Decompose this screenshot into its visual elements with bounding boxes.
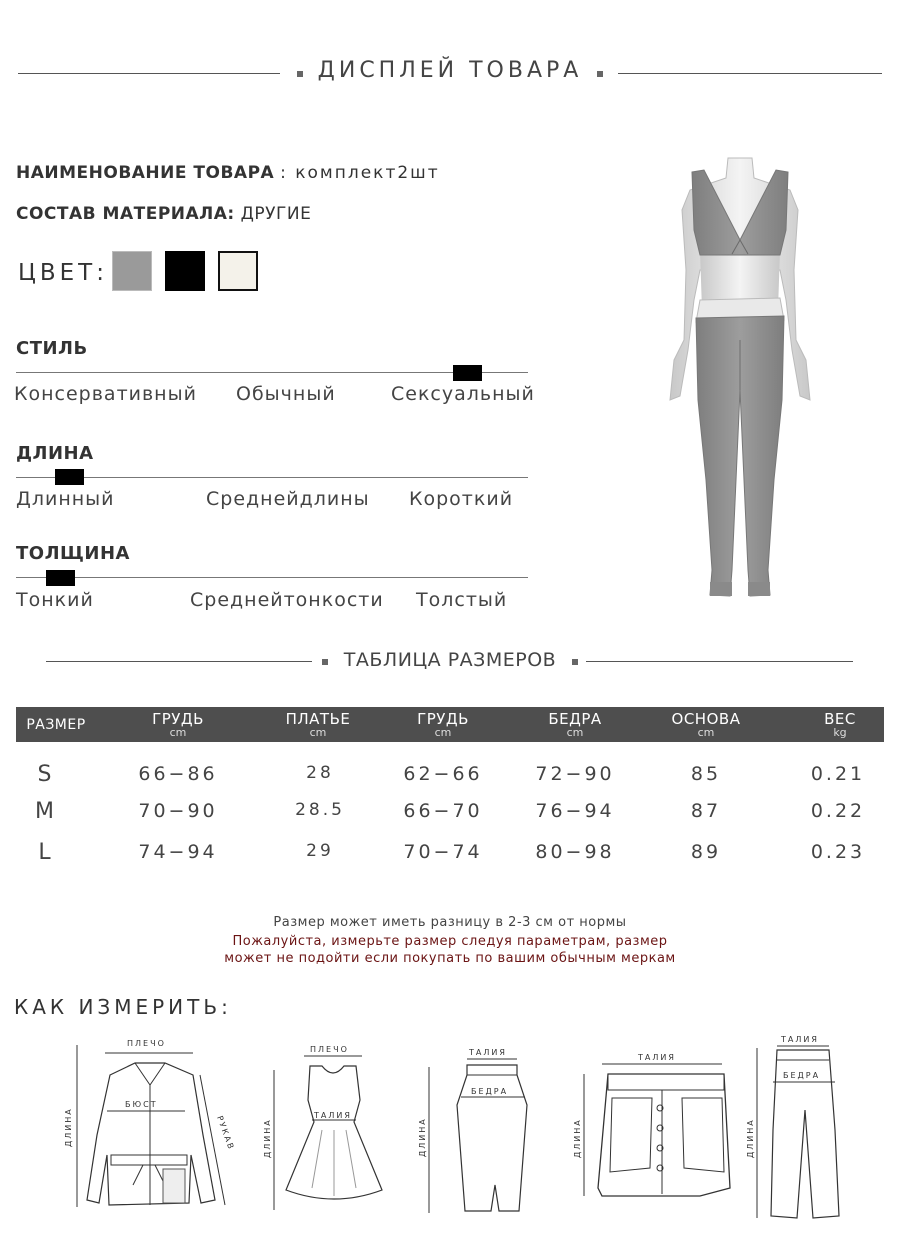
col-size: РАЗМЕР (26, 717, 86, 733)
length-option-short: Короткий (409, 488, 514, 510)
length-heading: ДЛИНА (16, 443, 94, 464)
cell-size: M (35, 799, 57, 824)
skirt-hips-label: БЕДРА (471, 1087, 509, 1096)
cell-dress: 28.5 (295, 800, 345, 820)
col-hips: БЕДРА cm (548, 710, 602, 739)
how-to-measure-title: КАК ИЗМЕРИТЬ: (14, 995, 232, 1019)
color-swatch-gray[interactable] (112, 251, 152, 291)
dress-waist-label: ТАЛИЯ (314, 1111, 352, 1120)
col-dress: ПЛАТЬЕ cm (285, 710, 351, 739)
cell-hips: 72−90 (535, 763, 615, 785)
style-option-sexy: Сексуальный (391, 383, 535, 405)
thickness-heading: ТОЛЩИНА (16, 543, 130, 564)
measure-warning-line1: Пожалуйста, измерьте размер следуя параметрам, размер (232, 934, 668, 949)
cell-chest: 70−90 (138, 800, 218, 822)
jacket-shoulder-label: ПЛЕЧО (127, 1039, 166, 1048)
pants-length-label: ДЛИНА (746, 1118, 755, 1158)
cell-hips: 80−98 (535, 841, 615, 863)
shorts-waist-label: ТАЛИЯ (638, 1053, 676, 1062)
color-swatch-white[interactable] (218, 251, 258, 291)
cell-chest: 66−86 (138, 763, 218, 785)
size-note: Размер может иметь разницу в 2-3 см от нормы (273, 915, 627, 930)
diagram-jacket (55, 1035, 240, 1220)
thickness-marker (46, 570, 75, 586)
pants-waist-label: ТАЛИЯ (781, 1035, 819, 1044)
thickness-track (16, 577, 528, 578)
cell-base: 85 (690, 763, 722, 785)
material-row (16, 204, 311, 224)
cell-chest-2: 62−66 (403, 763, 483, 785)
jacket-sleeve-label: РУКАВ (215, 1114, 237, 1152)
diagram-skirt (415, 1045, 545, 1220)
cell-size: L (38, 840, 54, 865)
cell-weight: 0.23 (810, 841, 866, 863)
length-option-long: Длинный (16, 488, 115, 510)
style-option-conservative: Консервативный (14, 383, 197, 405)
cell-weight: 0.22 (810, 800, 866, 822)
dress-length-label: ДЛИНА (263, 1118, 272, 1158)
style-track (16, 372, 528, 373)
length-track (16, 477, 528, 478)
cell-chest: 74−94 (138, 841, 218, 863)
material-label: СОСТАВ МАТЕРИАЛА: (16, 204, 235, 224)
length-option-medium: Среднейдлины (206, 488, 370, 510)
size-title-rule-right (586, 661, 853, 662)
product-name-value: : комплект2шт (280, 163, 440, 183)
cell-chest-2: 66−70 (403, 800, 483, 822)
cell-size: S (37, 762, 55, 787)
col-chest: ГРУДЬ cm (152, 710, 204, 739)
header-square-right (597, 71, 603, 77)
diagram-dress (262, 1040, 412, 1215)
skirt-length-label: ДЛИНА (418, 1117, 427, 1157)
diagram-pants (745, 1030, 855, 1225)
length-marker (55, 469, 84, 485)
size-title-square-right (572, 659, 578, 665)
cell-base: 89 (690, 841, 722, 863)
product-name-row (16, 163, 440, 183)
col-weight: ВЕС kg (824, 710, 856, 739)
jacket-length-label: ДЛИНА (64, 1107, 73, 1147)
product-name-label: НАИМЕНОВАНИЕ ТОВАРА (16, 163, 275, 183)
cell-dress: 29 (306, 841, 334, 861)
thickness-option-thick: Толстый (416, 589, 508, 611)
style-heading: СТИЛЬ (16, 338, 88, 359)
style-option-regular: Обычный (236, 383, 336, 405)
header-rule-right (618, 73, 882, 74)
color-swatch-black[interactable] (165, 251, 205, 291)
size-table-header (16, 707, 884, 742)
size-table-title: ТАБЛИЦА РАЗМЕРОВ (343, 649, 557, 671)
diagram-shorts (572, 1048, 742, 1203)
dress-shoulder-label: ПЛЕЧО (310, 1045, 349, 1054)
jacket-bust-label: БЮСТ (125, 1100, 158, 1109)
material-value: ДРУГИЕ (240, 204, 312, 224)
cell-dress: 28 (306, 763, 334, 783)
page-title: ДИСПЛЕЙ ТОВАРА (317, 58, 583, 83)
measure-warning-line2: может не подойти если покупать по вашим обычным меркам (224, 951, 676, 966)
col-base: ОСНОВА cm (671, 710, 741, 739)
cell-base: 87 (690, 800, 722, 822)
thickness-option-medium: Среднейтонкости (190, 589, 384, 611)
col-chest-2: ГРУДЬ cm (417, 710, 469, 739)
cell-chest-2: 70−74 (403, 841, 483, 863)
skirt-waist-label: ТАЛИЯ (469, 1048, 507, 1057)
thickness-option-thin: Тонкий (16, 589, 94, 611)
pants-hips-label: БЕДРА (783, 1071, 821, 1080)
cell-hips: 76−94 (535, 800, 615, 822)
product-photo-mannequin (640, 150, 840, 610)
color-label: ЦВЕТ: (18, 260, 108, 286)
shorts-length-label: ДЛИНА (573, 1118, 582, 1158)
cell-weight: 0.21 (810, 763, 866, 785)
style-marker (453, 365, 482, 381)
